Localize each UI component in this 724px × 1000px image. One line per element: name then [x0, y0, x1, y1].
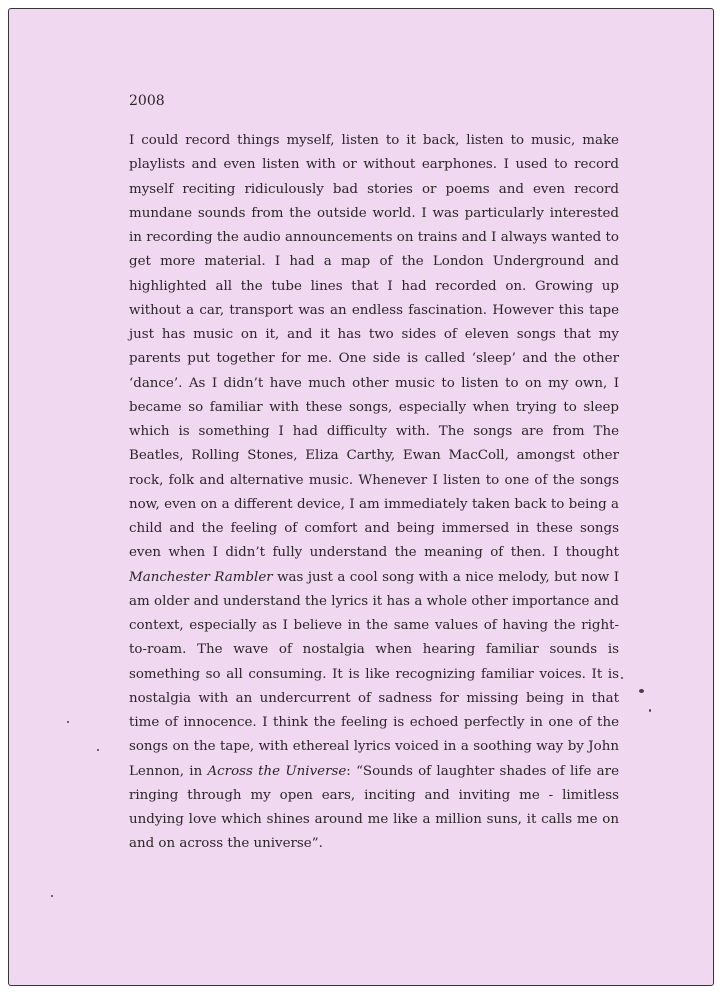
song-title-across-the-universe: Across the Universe — [207, 763, 347, 779]
scan-speck — [97, 749, 99, 751]
text-run: I could record things myself, listen to it back, listen to music, make playlists and even listen with or without earphones. I used to record myself reciting ridiculously bad stories or poems and even record mundane sounds from the outside world. I was particularly interested in recording the audio announcements on trains and I always wanted to get more material. I had a map of the London Underground and highlighted all the tube lines that I had recorded on. Growing up without a car, transport was an endless fascination. However this tape just has music on it, and it has two sides of eleven songs that my parents put together for me. One side is called ‘sleep’ and the other ‘dance’. As I didn’t have much other music to listen to on my own, I became so familiar with these songs, especially when trying to sleep which is something I had difficulty with. The songs are from The Beatles, Rolling Stones, Eliza Carthy, Ewan MacColl, amongst other rock, folk and alternative music. Whenever I listen to one of the songs now, even on a different device, I am immediately taken back to being a child and the feeling of comfort and being immersed in these songs even when I didn’t fully understand the meaning of then. I thought — [129, 133, 619, 561]
song-title-manchester-rambler: Manchester Rambler — [129, 569, 273, 585]
text-run: : “Sounds of laughter shades of life are ringing through my open ears, inciting and inviting me - limitless undying love which shines around me like a million suns, it calls me on and on across the universe”. — [129, 763, 619, 852]
scan-speck — [51, 895, 53, 897]
scan-speck — [621, 677, 623, 679]
document-page — [8, 8, 714, 986]
body-paragraph — [129, 129, 619, 857]
scan-speck — [67, 721, 69, 723]
scan-speck — [649, 709, 651, 712]
text-run: was just a cool song with a nice melody, but now I am older and understand the lyrics it has a whole other importance and context, especially as I believe in the same values of having the right-to-roam. The wave of nostalgia when hearing familiar sounds is something so all consuming. It is like recognizing familiar voices. It is nostalgia with an undercurrent of sadness for missing being in that time of innocence. I think the feeling is echoed perfectly in one of the songs on the tape, with ethereal lyrics voiced in a soothing way by John Lennon, in — [129, 569, 619, 779]
scan-speck — [639, 689, 644, 693]
year-heading: 2008 — [129, 93, 165, 109]
